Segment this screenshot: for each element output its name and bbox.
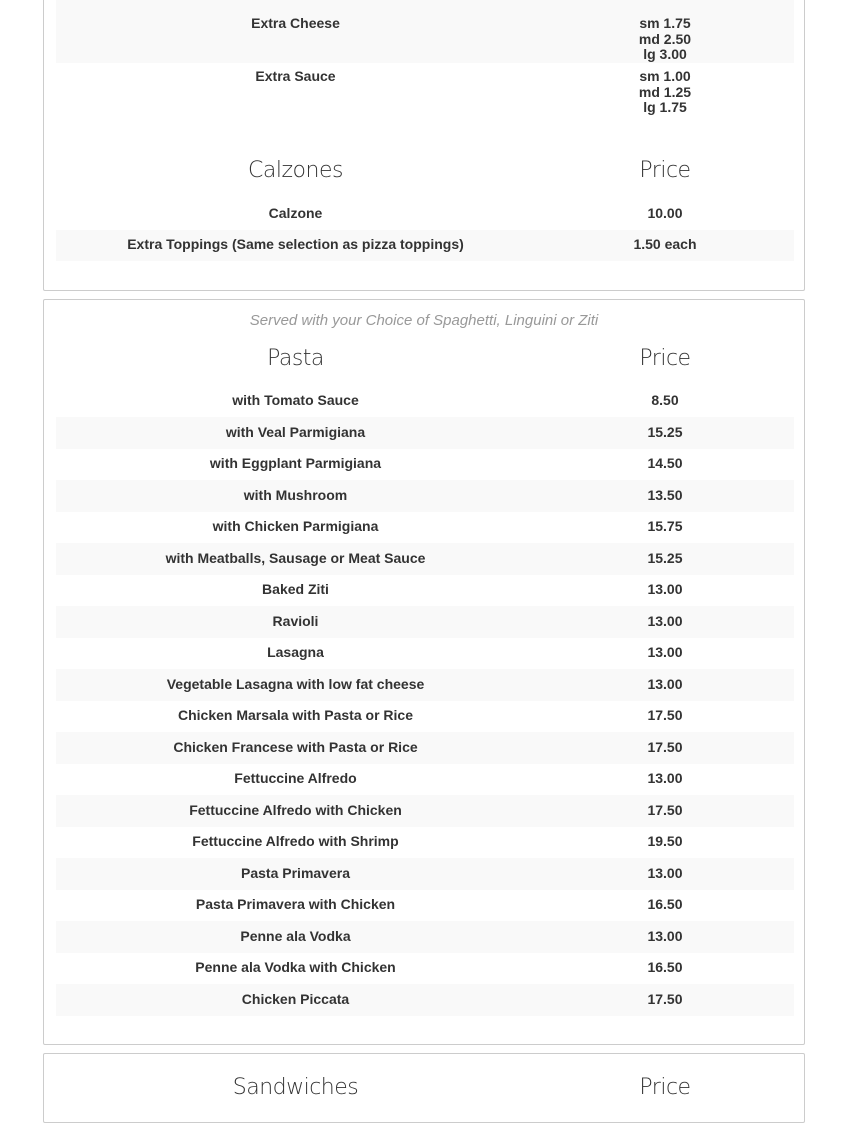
item-price bbox=[585, 16, 745, 63]
menu-row bbox=[56, 575, 794, 606]
item-name: Pasta Primavera with Chicken bbox=[195, 896, 396, 912]
item-price: 16.50 bbox=[647, 959, 683, 975]
item-name: Fettuccine Alfredo with Shrimp bbox=[192, 833, 399, 849]
item-price bbox=[585, 69, 745, 116]
item-price: 15.25 bbox=[647, 424, 683, 440]
item-price: 17.50 bbox=[647, 707, 683, 723]
menu-row bbox=[56, 199, 794, 230]
section-title: Pasta bbox=[267, 346, 324, 371]
item-name: Ravioli bbox=[272, 613, 319, 629]
item-price: 13.00 bbox=[647, 644, 683, 660]
item-name: Fettuccine Alfredo bbox=[234, 770, 357, 786]
menu-row bbox=[56, 795, 794, 827]
menu-row-extra-cheese bbox=[56, 0, 794, 63]
pasta-panel bbox=[43, 299, 805, 1045]
pasta-subtitle: Served with your Choice of Spaghetti, Linguini or Ziti bbox=[249, 312, 599, 329]
item-name: Penne ala Vodka with Chicken bbox=[195, 959, 396, 975]
item-name: Extra Sauce bbox=[255, 68, 336, 84]
item-price: 13.00 bbox=[647, 770, 683, 786]
item-price: 10.00 bbox=[647, 205, 683, 221]
item-name: Fettuccine Alfredo with Chicken bbox=[189, 802, 402, 818]
menu-row bbox=[56, 669, 794, 701]
price-small: sm 1.00 bbox=[639, 68, 691, 84]
item-name: Baked Ziti bbox=[262, 581, 329, 597]
menu-row-extra-sauce bbox=[56, 63, 794, 126]
menu-row bbox=[56, 480, 794, 512]
item-price: 16.50 bbox=[647, 896, 683, 912]
sandwiches-header bbox=[56, 1075, 794, 1109]
item-price: 17.50 bbox=[647, 991, 683, 1007]
price-medium: md 1.25 bbox=[638, 83, 692, 100]
item-name: with Mushroom bbox=[243, 487, 348, 503]
item-name: with Veal Parmigiana bbox=[225, 424, 366, 440]
item-name: Chicken Francese with Pasta or Rice bbox=[173, 739, 418, 755]
menu-row bbox=[56, 953, 794, 984]
sandwiches-panel bbox=[43, 1053, 805, 1123]
item-name: Extra Toppings (Same selection as pizza toppings) bbox=[127, 236, 464, 252]
menu-row bbox=[56, 858, 794, 890]
item-price: 17.50 bbox=[647, 802, 683, 818]
item-name: with Meatballs, Sausage or Meat Sauce bbox=[165, 550, 426, 566]
item-price: 15.75 bbox=[647, 518, 683, 534]
menu-row bbox=[56, 449, 794, 480]
item-name: Penne ala Vodka bbox=[240, 928, 351, 944]
item-name: Pasta Primavera bbox=[241, 865, 350, 881]
menu-row bbox=[56, 921, 794, 953]
price-large: lg 3.00 bbox=[643, 46, 687, 62]
calzones-header bbox=[56, 158, 794, 192]
item-price: 13.00 bbox=[647, 928, 683, 944]
price-column-title: Price bbox=[639, 1075, 691, 1100]
item-name: Vegetable Lasagna with low fat cheese bbox=[166, 676, 425, 692]
item-price: 13.00 bbox=[647, 865, 683, 881]
item-price: 13.00 bbox=[647, 613, 683, 629]
price-column-title: Price bbox=[639, 346, 691, 371]
menu-row bbox=[56, 386, 794, 417]
price-column-title: Price bbox=[639, 158, 691, 183]
item-price: 8.50 bbox=[651, 392, 679, 408]
menu-row bbox=[56, 512, 794, 543]
menu-row bbox=[56, 890, 794, 921]
menu-row bbox=[56, 732, 794, 764]
item-name: Chicken Piccata bbox=[241, 991, 350, 1007]
price-large: lg 1.75 bbox=[643, 99, 687, 115]
item-name: with Tomato Sauce bbox=[232, 392, 359, 408]
menu-row bbox=[56, 827, 794, 858]
item-name: with Eggplant Parmigiana bbox=[209, 455, 382, 471]
item-price: 19.50 bbox=[647, 833, 683, 849]
menu-row bbox=[56, 764, 794, 795]
item-price: 13.00 bbox=[647, 676, 683, 692]
menu-row bbox=[56, 417, 794, 449]
item-price: 17.50 bbox=[647, 739, 683, 755]
item-price: 13.00 bbox=[647, 581, 683, 597]
item-price: 15.25 bbox=[647, 550, 683, 566]
menu-row bbox=[56, 543, 794, 575]
menu-row bbox=[56, 606, 794, 638]
item-price: 14.50 bbox=[647, 455, 683, 471]
item-name: Lasagna bbox=[267, 644, 324, 660]
menu-row bbox=[56, 984, 794, 1016]
menu-row bbox=[56, 638, 794, 669]
menu-row bbox=[56, 230, 794, 261]
price-small: sm 1.75 bbox=[639, 15, 691, 31]
section-title: Calzones bbox=[248, 158, 343, 183]
item-name: Calzone bbox=[268, 205, 323, 221]
item-name: Extra Cheese bbox=[251, 15, 340, 31]
section-title: Sandwiches bbox=[232, 1075, 359, 1100]
item-name: with Chicken Parmigiana bbox=[212, 518, 379, 534]
price-medium: md 2.50 bbox=[638, 30, 692, 47]
item-price: 1.50 each bbox=[633, 236, 697, 252]
extras-calzones-panel bbox=[43, 0, 805, 291]
item-name: Chicken Marsala with Pasta or Rice bbox=[178, 707, 413, 723]
menu-row bbox=[56, 701, 794, 732]
pasta-header bbox=[56, 346, 794, 380]
item-price: 13.50 bbox=[647, 487, 683, 503]
